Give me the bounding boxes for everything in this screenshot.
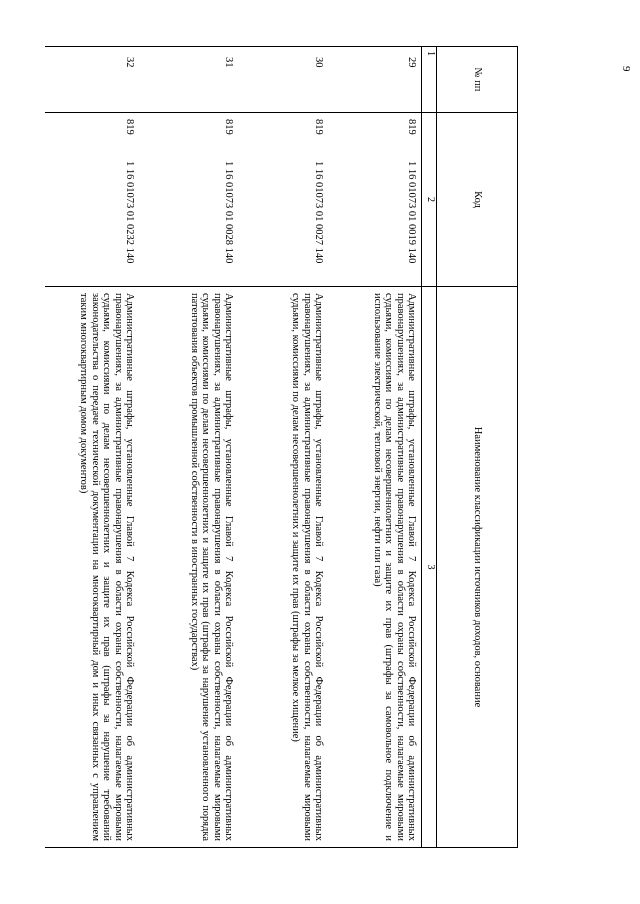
row-code-cell	[328, 113, 422, 287]
admin-code: 819	[406, 119, 417, 135]
admin-code: 819	[223, 119, 234, 135]
row-number: 32	[45, 47, 139, 113]
column-index-2: 2	[422, 113, 437, 287]
row-code-cell	[139, 113, 238, 287]
income-classification-table	[45, 46, 518, 848]
row-name: Административные штрафы, установленные Главой 7 Кодекса Российской Федерации об административных правонарушениях, за административные правонарушения в области охраны собственности, налагаемые мировыми судьями, комиссиями по делам несовершеннолетних и защите их прав (штрафы за самовольное подключение и использование электрической, тепловой энергии, нефти или газа)	[328, 287, 422, 848]
admin-code: 819	[124, 119, 135, 135]
row-code-cell	[45, 113, 139, 287]
income-code: 1 16 01073 01 0027 140	[313, 161, 324, 264]
income-code: 1 16 01073 01 0028 140	[223, 161, 234, 264]
income-code: 1 16 01073 01 0019 140	[406, 161, 417, 264]
page-number: 9	[620, 66, 632, 72]
row-number: 29	[328, 47, 422, 113]
income-code: 1 16 01073 01 0232 140	[124, 161, 135, 264]
table-row	[328, 47, 422, 848]
row-name: Административные штрафы, установленные Главой 7 Кодекса Российской Федерации об административных правонарушениях, за административные правонарушения в области охраны собственности, налагаемые мировыми судьями, комиссиями по делам несовершеннолетних и защите их прав (штрафы за мелкое хищение)	[238, 287, 328, 848]
header-num: № пп	[437, 47, 518, 113]
column-index-1: 1	[422, 47, 437, 113]
row-name: Административные штрафы, установленные Главой 7 Кодекса Российской Федерации об административных правонарушениях, за административные правонарушения в области охраны собственности, налагаемые мировыми судьями, комиссиями по делам несовершеннолетних и защите их прав (штрафы за нарушение требований законодательства о передаче технической документации на многоквартирный дом и иных связанных с управлением таким многоквартирным домом документов)	[45, 287, 139, 848]
rotated-page-content	[78, 46, 518, 848]
row-name: Административные штрафы, установленные Главой 7 Кодекса Российской Федерации об административных правонарушениях, за административные правонарушения в области охраны собственности, налагаемые мировыми судьями, комиссиями по делам несовершеннолетних и защите их прав (штрафы за нарушение установленного порядка патентования объектов промышленной собственности в иностранных государствах)	[139, 287, 238, 848]
table-row	[139, 47, 238, 848]
column-index-3: 3	[422, 287, 437, 848]
header-code: Код	[437, 113, 518, 287]
table-row	[238, 47, 328, 848]
column-index-row	[422, 47, 437, 848]
row-code-cell	[238, 113, 328, 287]
table-header-row	[437, 47, 518, 848]
row-number: 31	[139, 47, 238, 113]
header-name: Наименование классификации источников доходов, основание	[437, 287, 518, 848]
row-number: 30	[238, 47, 328, 113]
table-row	[45, 47, 139, 848]
admin-code: 819	[313, 119, 324, 135]
